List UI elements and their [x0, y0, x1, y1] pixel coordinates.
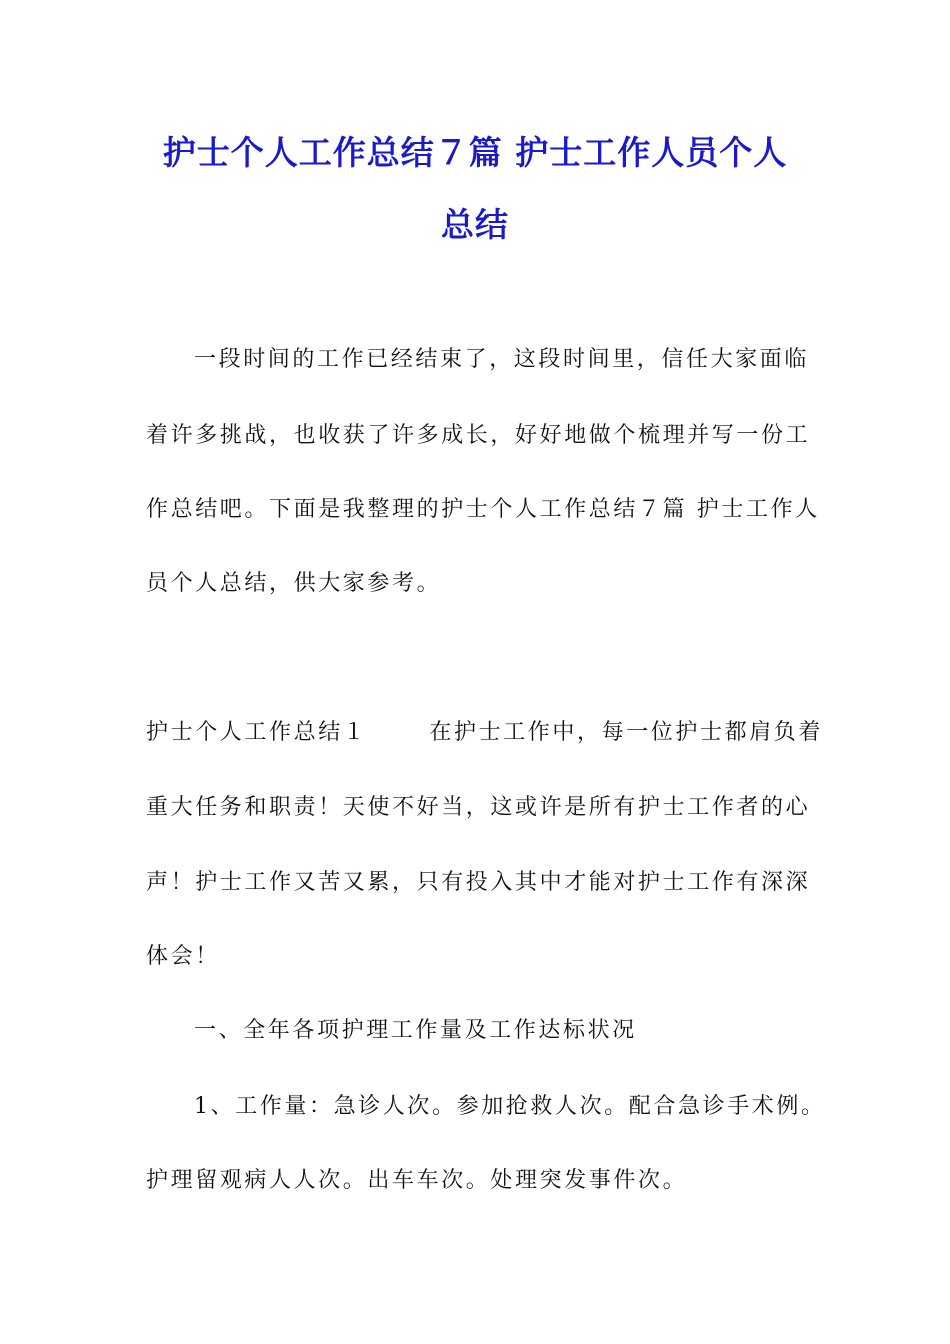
section1-first-line	[146, 718, 824, 748]
item1-line-2: 护理留观病人人次。出车车次。处理突发事件次。	[146, 1168, 688, 1193]
document-title-line-2: 总结	[441, 205, 509, 244]
section1-first-line-text: 在护士工作中，每一位护士都肩负着	[429, 720, 824, 745]
intro-line-2: 着许多挑战，也收获了许多成长，好好地做个梳理并写一份工	[146, 423, 811, 448]
section1-line-4: 体会！	[146, 944, 220, 969]
intro-line-3: 作总结吧。下面是我整理的护士个人工作总结７篇 护士工作人	[146, 497, 820, 522]
section1-subheading: 一、全年各项护理工作量及工作达标状况	[194, 1018, 637, 1043]
document-title-line-1: 护士个人工作总结７篇 护士工作人员个人	[162, 133, 788, 172]
section1-line-3: 声！护士工作又苦又累，只有投入其中才能对护士工作有深深	[146, 870, 811, 895]
section1-line-2: 重大任务和职责！天使不好当，这或许是所有护士工作者的心	[146, 795, 811, 820]
item1-line-1: 1、工作量：急诊人次。参加抢救人次。配合急诊手术例。	[194, 1094, 826, 1119]
intro-line-4: 员个人总结，供大家参考。	[146, 571, 442, 596]
intro-line-1: 一段时间的工作已经结束了，这段时间里，信任大家面临	[194, 347, 810, 372]
section1-heading: 护士个人工作总结１	[146, 720, 368, 745]
